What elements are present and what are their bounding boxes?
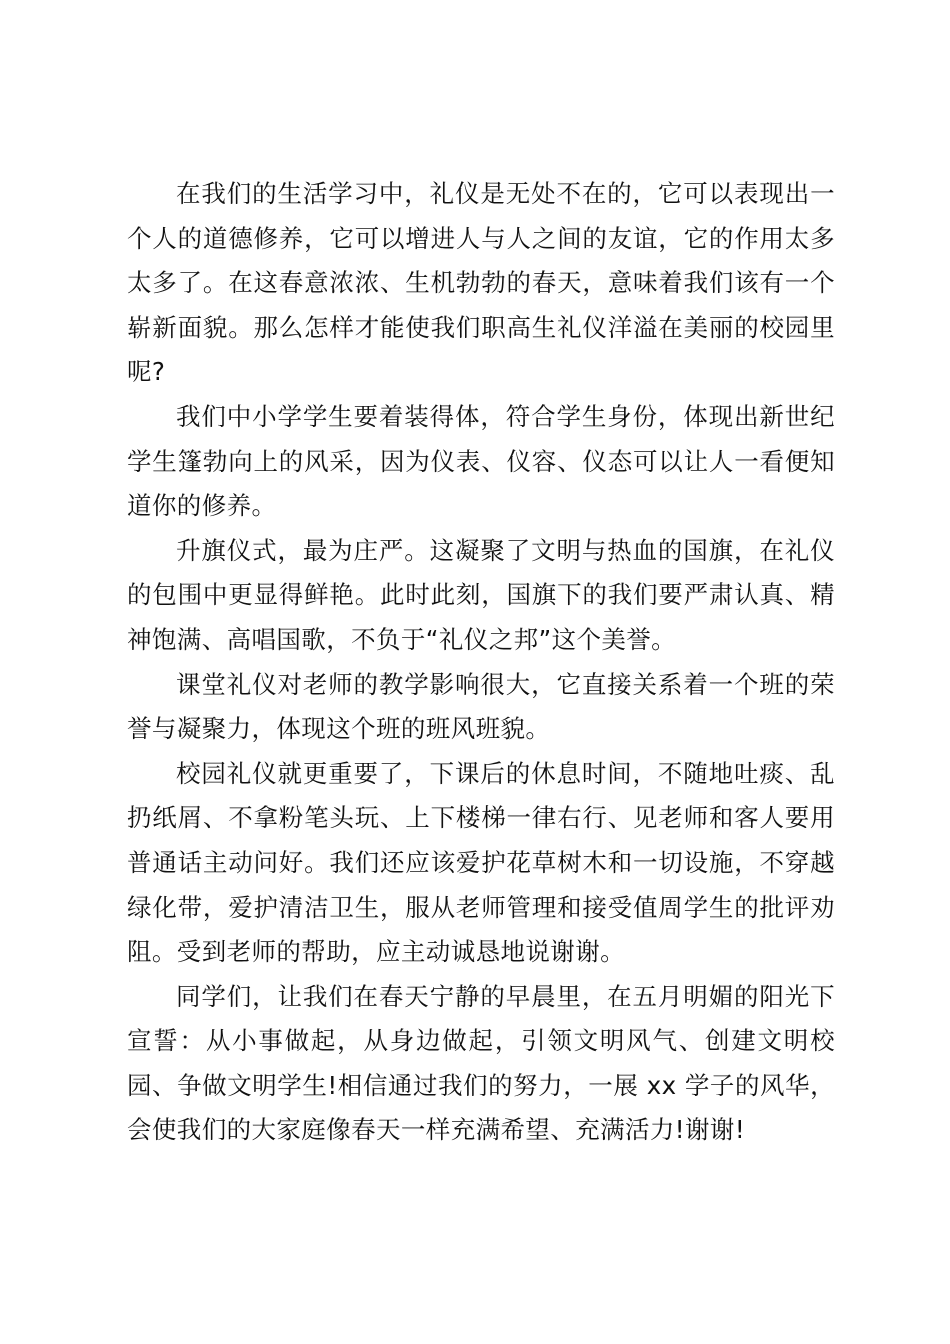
paragraph-2: 我们中小学学生要着装得体，符合学生身份，体现出新世纪学生篷勃向上的风采，因为仪表、仪容、仪态可以让人一看便知道你的修养。 [127,401,835,521]
document-body [127,172,835,1153]
paragraph-3: 升旗仪式，最为庄严。这凝聚了文明与热血的国旗，在礼仪的包围中更显得鲜艳。此时此刻，国旗下的我们要严肃认真、精神饱满、高唱国歌，不负于“礼仪之邦”这个美誉。 [127,535,835,654]
paragraph-1: 在我们的生活学习中，礼仪是无处不在的，它可以表现出一个人的道德修养，它可以增进人与人之间的友谊，它的作用太多太多了。在这春意浓浓、生机勃勃的春天，意味着我们该有一个崭新面貌。那么怎样才能使我们职高生礼仪洋溢在美丽的校园里呢? [127,179,835,387]
paragraph-5: 校园礼仪就更重要了，下课后的休息时间，不随地吐痰、乱扔纸屑、不拿粉笔头玩、上下楼梯一律右行、见老师和客人要用普通话主动问好。我们还应该爱护花草树木和一切设施，不穿越绿化带，爱护清洁卫生，服从老师管理和接受值周学生的批评劝阻。受到老师的帮助，应主动诚恳地说谢谢。 [127,758,835,967]
paragraph-6: 同学们，让我们在春天宁静的早晨里，在五月明媚的阳光下宣誓：从小事做起，从身边做起，引领文明风气、创建文明校园、争做文明学生!相信通过我们的努力，一展 xx 学子的风华，会使我们的大家庭像春天一样充满希望、充满活力!谢谢! [127,981,835,1145]
paragraph-4: 课堂礼仪对老师的教学影响很大，它直接关系着一个班的荣誉与凝聚力，体现这个班的班风班貌。 [127,669,835,744]
